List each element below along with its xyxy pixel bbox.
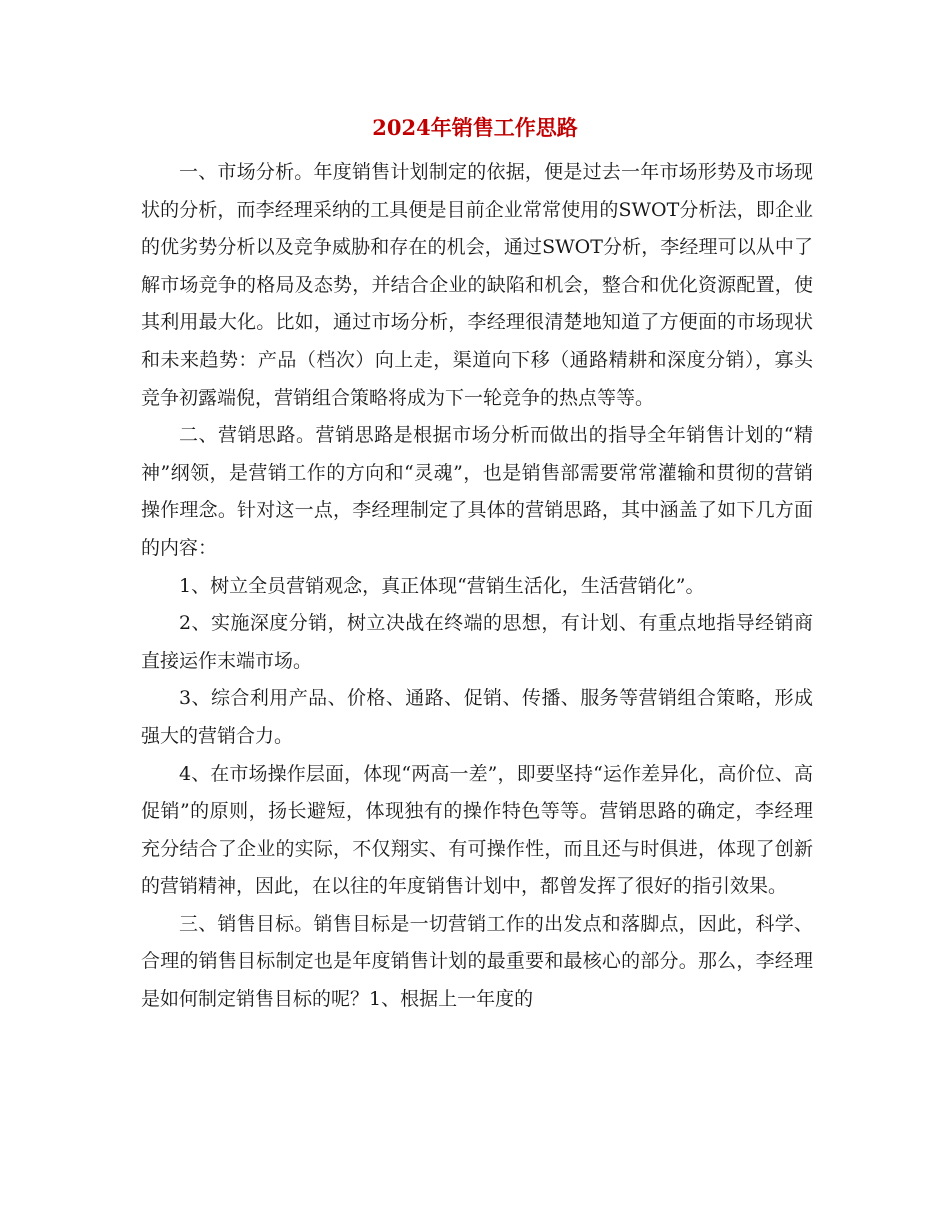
- paragraph-marketing-ideas: 二、营销思路。营销思路是根据市场分析而做出的指导全年销售计划的“精神”纲领，是营销工作的方向和“灵魂”，也是销售部需要常常灌输和贯彻的营销操作理念。针对这一点，李经理制定了具体的营销思路，其中涵盖了如下几方面的内容：: [141, 424, 813, 559]
- paragraph-item-1: 1、树立全员营销观念，真正体现“营销生活化，生活营销化”。: [179, 574, 705, 597]
- paragraph-item-3: 3、综合利用产品、价格、通路、促销、传播、服务等营销组合策略，形成强大的营销合力。: [141, 687, 813, 747]
- document-body: [141, 154, 813, 1019]
- paragraph-item-4: 4、在市场操作层面，体现“两高一差”，即要坚持“运作差异化，高价位、高促销”的原则，扬长避短，体现独有的操作特色等等。营销思路的确定，李经理充分结合了企业的实际，不仅翔实、有可操作性，而且还与时俱进，体现了创新的营销精神，因此，在以往的年度销售计划中，都曾发挥了很好的指引效果。: [141, 762, 813, 898]
- paragraph-sales-target: 三、销售目标。销售目标是一切营销工作的出发点和落脚点，因此，科学、合理的销售目标制定也是年度销售计划的最重要和最核心的部分。那么，李经理是如何制定销售目标的呢？1、根据上一年度的: [141, 912, 813, 1011]
- paragraph-item-2: 2、实施深度分销，树立决战在终端的思想，有计划、有重点地指导经销商直接运作末端市场。: [141, 612, 813, 672]
- paragraph-market-analysis: 一、市场分析。年度销售计划制定的依据，便是过去一年市场形势及市场现状的分析，而李经理采纳的工具便是目前企业常常使用的SWOT分析法，即企业的优劣势分析以及竞争威胁和存在的机会，通过SWOT分析，李经理可以从中了解市场竞争的格局及态势，并结合企业的缺陷和机会，整合和优化资源配置，使其利用最大化。比如，通过市场分析，李经理很清楚地知道了方便面的市场现状和未来趋势：产品（档次）向上走，渠道向下移（通路精耕和深度分销），寡头竞争初露端倪，营销组合策略将成为下一轮竞争的热点等等。: [141, 161, 813, 409]
- document-title: 2024年销售工作思路: [372, 115, 578, 140]
